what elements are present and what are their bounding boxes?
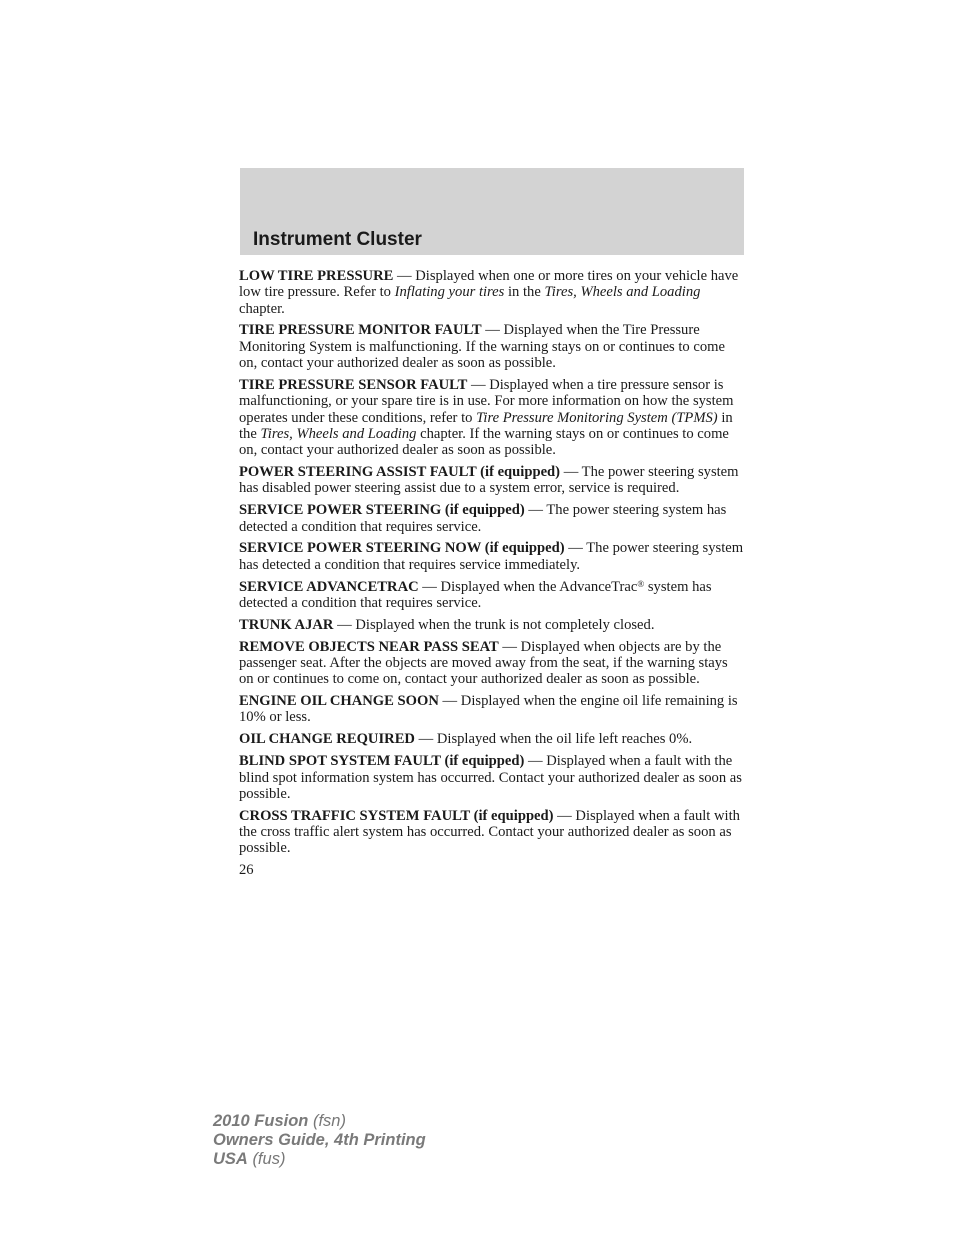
message-description: — Displayed when the oil life left reaches 0%. (414, 731, 693, 748)
message-entry (239, 639, 745, 688)
message-description: chapter. If the warning stays on or continues to come on, contact your authorized dealer as soon as possible. (239, 425, 729, 459)
message-description: — Displayed when the trunk is not completely closed. (333, 616, 655, 633)
message-description: in the (504, 284, 545, 301)
page-body (239, 268, 745, 879)
message-entry (239, 808, 745, 857)
message-entry (239, 579, 745, 612)
message-term: LOW TIRE PRESSURE (239, 268, 394, 284)
message-term: CROSS TRAFFIC SYSTEM FAULT (if equipped) (239, 807, 554, 824)
message-term: TIRE PRESSURE MONITOR FAULT (239, 322, 482, 339)
message-entry (239, 268, 745, 317)
footer-imprint (213, 1112, 426, 1169)
registered-mark: ® (637, 578, 645, 589)
footer-line-guide (213, 1131, 426, 1150)
message-description: — The power steering system has detected a condition that requires service. (239, 502, 727, 535)
message-description: — The power steering system has detected a condition that requires service immediately. (239, 540, 744, 573)
footer-line-model (213, 1112, 426, 1131)
message-reference: Inflating your tires (394, 284, 505, 301)
footer-guide: Owners Guide, 4th Printing (213, 1131, 426, 1149)
message-description: — The power steering system has disabled power steering assist due to a system error, service is required. (239, 464, 739, 497)
message-term: SERVICE ADVANCETRAC (239, 578, 419, 595)
message-entry (239, 322, 745, 371)
message-term: SERVICE POWER STEERING NOW (if equipped) (239, 540, 565, 557)
footer-line-market (213, 1150, 426, 1169)
section-title: Instrument Cluster (253, 229, 422, 250)
message-term: SERVICE POWER STEERING (if equipped) (239, 502, 525, 519)
message-entry (239, 753, 745, 802)
message-entry (239, 540, 745, 573)
message-term: REMOVE OBJECTS NEAR PASS SEAT (239, 638, 499, 655)
message-term: OIL CHANGE REQUIRED (239, 731, 415, 748)
message-list (239, 268, 745, 857)
page-number: 26 (239, 862, 254, 879)
message-description: — Displayed when a fault with the cross traffic alert system has occurred. Contact your authorized dealer as soon as possible. (239, 807, 740, 857)
footer-model-code: (fsn) (312, 1112, 346, 1130)
footer-market: USA (213, 1150, 248, 1168)
footer-model: 2010 Fusion (213, 1112, 309, 1130)
message-description: in the (239, 409, 733, 442)
message-reference: Tire Pressure Monitoring System (TPMS) (476, 409, 718, 426)
message-entry (239, 502, 745, 535)
message-description: — Displayed when one or more tires on your vehicle have low tire pressure. Refer to (239, 268, 739, 301)
message-entry (239, 617, 745, 633)
message-term: POWER STEERING ASSIST FAULT (if equipped) (239, 464, 561, 481)
message-term: ENGINE OIL CHANGE SOON (239, 693, 439, 710)
message-description: — Displayed when a tire pressure sensor is malfunctioning, or your spare tire is in use. For more information on how the system operates under these conditions, refer to (239, 376, 734, 426)
message-entry (239, 377, 745, 458)
message-description: system has detected a condition that requires service. (239, 578, 712, 611)
message-entry (239, 464, 745, 497)
message-reference: Tires, Wheels and Loading (260, 425, 417, 442)
message-description: — Displayed when the engine oil life remaining is 10% or less. (239, 693, 738, 726)
message-description: — Displayed when a fault with the blind spot information system has occurred. Contact your authorized dealer as soon as possible. (239, 753, 742, 802)
message-term: TRUNK AJAR (239, 616, 334, 633)
section-header-band (240, 168, 744, 255)
message-term: BLIND SPOT SYSTEM FAULT (if equipped) (239, 753, 525, 770)
message-term: TIRE PRESSURE SENSOR FAULT (239, 376, 468, 393)
message-description: — Displayed when objects are by the passenger seat. After the objects are moved away from the seat, if the warning stays on or continues to come on, contact your authorized dealer as soon as possible. (239, 638, 728, 688)
message-description: — Displayed when the AdvanceTrac (418, 578, 638, 595)
message-description: chapter. (239, 300, 285, 317)
message-entry (239, 693, 745, 726)
message-reference: Tires, Wheels and Loading (544, 284, 701, 301)
message-entry (239, 731, 745, 747)
footer-market-code: (fus) (252, 1150, 286, 1168)
message-description: — Displayed when the Tire Pressure Monitoring System is malfunctioning. If the warning stays on or continues to come on, contact your authorized dealer as soon as possible. (239, 322, 725, 372)
